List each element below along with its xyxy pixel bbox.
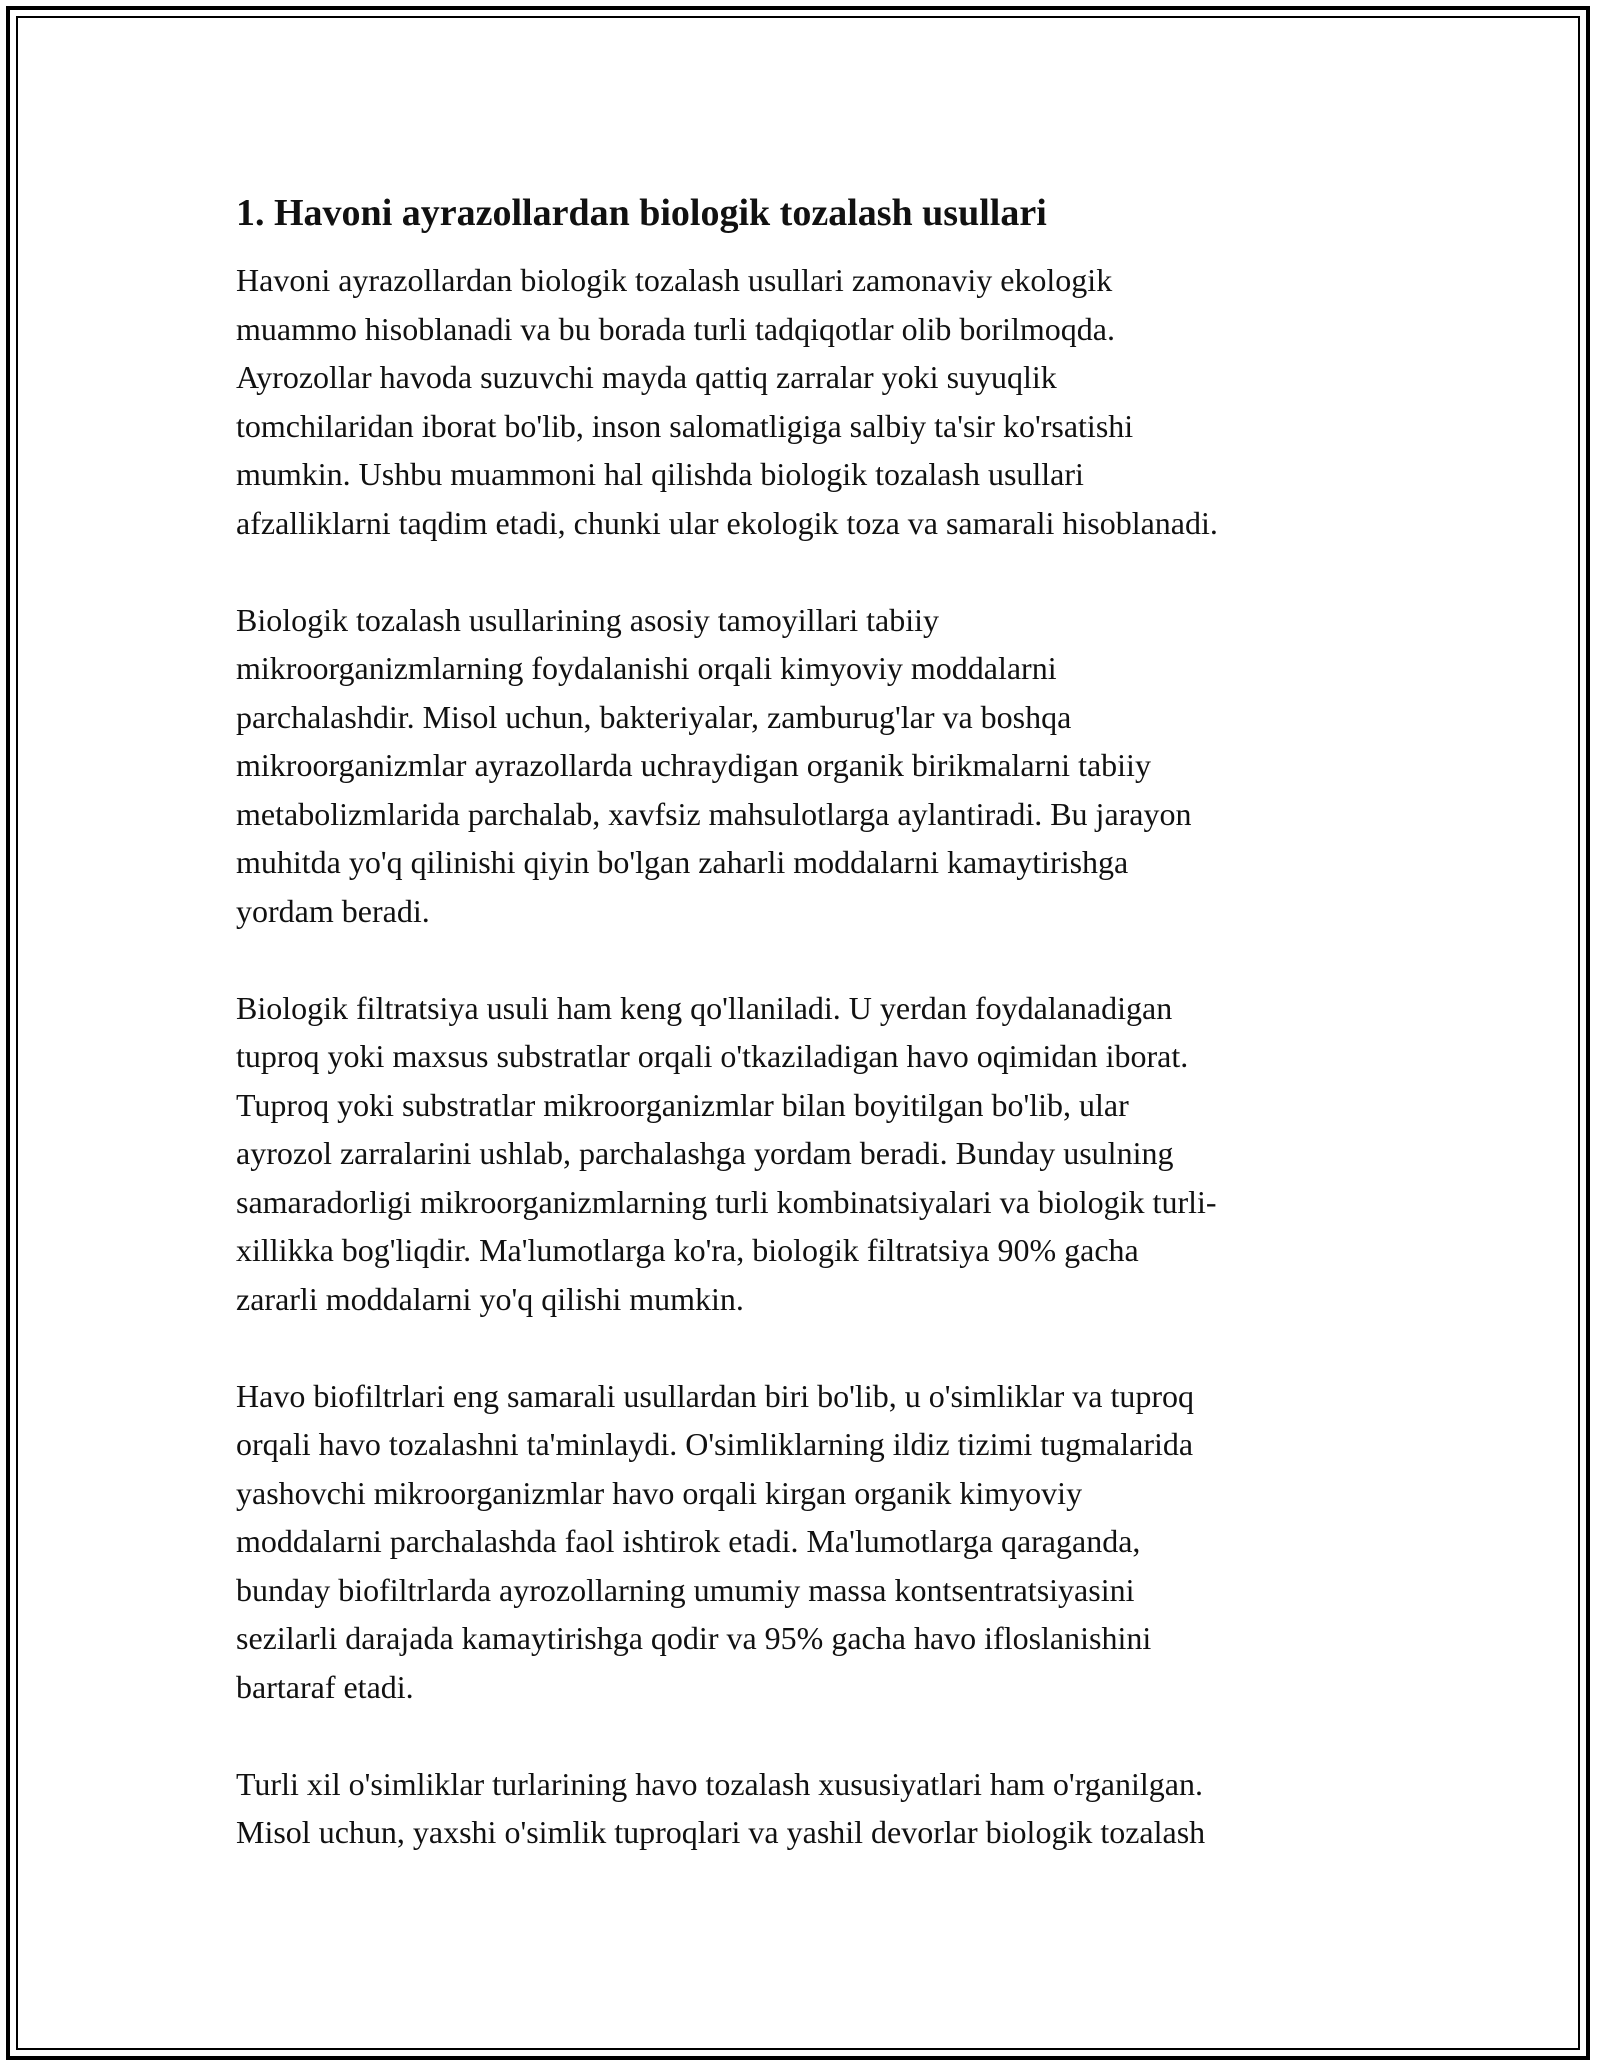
paragraph-1: Havoni ayrazollardan biologik tozalash usullari zamonaviy ekologik muammo hisoblanadi va bu borada turli tadqiqotlar olib borilmoqda. Ayrozollar havoda suzuvchi mayda qattiq zarralar yoki suyuqlik tomchilaridan iborat bo'lib, inson salomatligiga salbiy ta'sir ko'rsatishi mumkin. Ushbu muammoni hal qilishda biologik tozalash usullari afzalliklarni taqdim etadi, chunki ular ekologik toza va samarali hisoblanadi. (236, 262, 1218, 541)
paragraph-5: Turli xil o'simliklar turlarining havo tozalash xususiyatlari ham o'rganilgan. Misol uchun, yaxshi o'simlik tuproqlari va yashil devorlar biologik tozalash (236, 1765, 1206, 1850)
section-heading: 1. Havoni ayrazollardan biologik tozalash usullari (236, 192, 1047, 234)
paragraph-3: Biologik filtratsiya usuli ham keng qo'llaniladi. U yerdan foydalanadigan tuproq yoki maxsus substratlar orqali o'tkaziladigan havo oqimidan iborat. Tuproq yoki substratlar mikroorganizmlar bilan boyitilgan bo'lib, ular ayrozol zarralarini ushlab, parchalashga yordam beradi. Bunday usulning samaradorligi mikroorganizmlarning turli kombinatsiyalari va biologik turli- xillikka bog'liqdir. Ma'lumotlarga ko'ra, biologik filtratsiya 90% gacha zararli moddalarni yo'q qilishi mumkin. (236, 989, 1217, 1317)
paragraph-4: Havo biofiltrlari eng samarali usullardan biri bo'lib, u o'simliklar va tuproq orqali havo tozalashni ta'minlaydi. O'simliklarning ildiz tizimi tugmalarida yashovchi mikroorganizmlar havo orqali kirgan organik kimyoviy moddalarni parchalashda faol ishtirok etadi. Ma'lumotlarga qaraganda, bunday biofiltrlarda ayrozollarning umumiy massa kontsentratsiyasini sezilarli darajada kamaytirishga qodir va 95% gacha havo ifloslanishini bartaraf etadi. (236, 1377, 1194, 1705)
paragraph-2: Biologik tozalash usullarining asosiy tamoyillari tabiiy mikroorganizmlarning foydalanishi orqali kimyoviy moddalarni parchalashdir. Misol uchun, bakteriyalar, zamburug'lar va boshqa mikroorganizmlar ayrazollarda uchraydigan organik birikmalarni tabiiy metabolizmlarida parchalab, xavfsiz mahsulotlarga aylantiradi. Bu jarayon muhitda yo'q qilinishi qiyin bo'lgan zaharli moddalarni kamaytirishga yordam beradi. (236, 601, 1192, 929)
document-body (236, 188, 1366, 1905)
